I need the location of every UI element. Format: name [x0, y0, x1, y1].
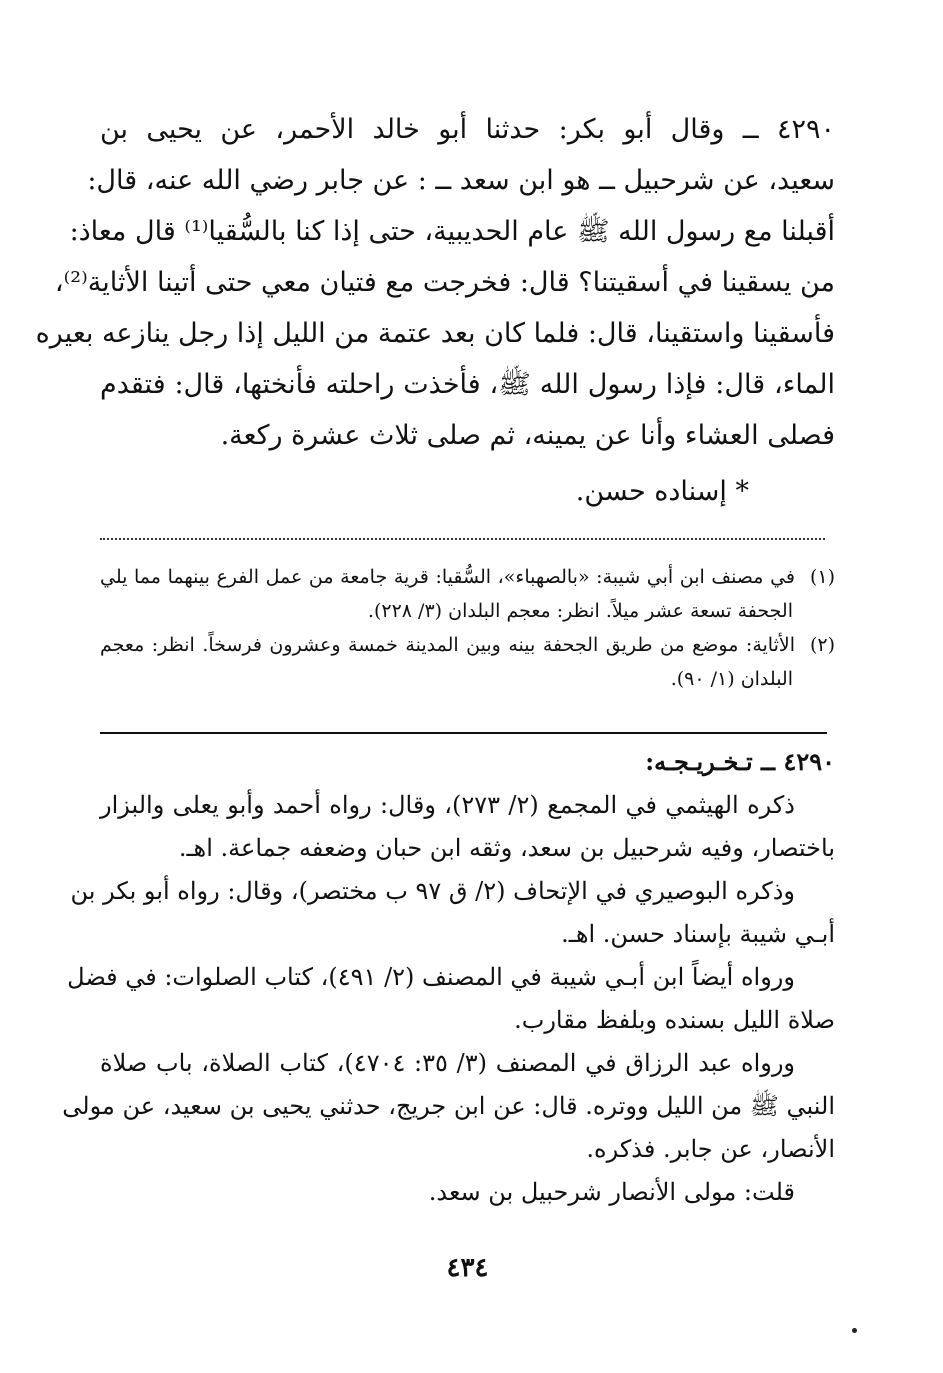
isnad-verdict: * إسناده حسن. — [575, 476, 749, 507]
takhrij-text — [62, 784, 835, 1214]
takhrij-line: باختصار، وفيه شرحبيل بن سعد، وثقه ابن حبان وضعفه جماعة. اهـ. — [178, 834, 835, 862]
hadith-line: ٤٢٩٠ ــ وقال أبو بكر: حدثنا أبو خالد الأحمر، عن يحيى بن — [100, 114, 835, 145]
takhrij-line: أبـي شيبة بإسناد حسن. اهـ. — [561, 920, 835, 948]
hadith-line: فصلى العشاء وأنا عن يمينه، ثم صلى ثلاث عشرة ركعة. — [220, 420, 835, 451]
section-divider — [100, 732, 827, 734]
footnote-line: البلدان (١/ ٩٠). — [670, 668, 793, 690]
takhrij-line: صلاة الليل بسنده وبلفظ مقارب. — [514, 1006, 835, 1034]
footnote-text: الأثاية: موضع من طريق الجحفة بينه وبين المدينة خمسة وعشرون فرسخاً. انظر: معجم — [100, 634, 795, 656]
footnote-text: في مصنف ابن أبي شيبة: «بالصهباء»، السُّقيا: قرية جامعة من عمل الفرع بينهما مما يلي — [100, 566, 795, 588]
takhrij-line: ذكره الهيثمي في المجمع (٢/ ٢٧٣)، وقال: رواه أحمد وأبو يعلى والبزار — [100, 791, 795, 819]
takhrij-line: ورواه عبد الرزاق في المصنف (٣/ ٣٥: ٤٧٠٤)، كتاب الصلاة، باب صلاة — [100, 1049, 796, 1077]
hadith-line: الماء، قال: فإذا رسول الله ﷺ، فأخذت راحلته فأنختها، قال: فتقدم — [100, 369, 835, 400]
footnote-line — [100, 560, 835, 594]
hadith-line: سعيد، عن شرحبيل ــ هو ابن سعد ــ : عن جابر رضي الله عنه، قال: — [87, 165, 835, 196]
takhrij-line: النبي ﷺ من الليل ووتره. قال: عن ابن جريج، حدثني يحيى بن سعيد، عن مولى — [62, 1092, 835, 1120]
footnote-separator — [100, 538, 825, 542]
footnote-number: (٢) — [809, 634, 835, 656]
book-page — [35, 0, 835, 1373]
hadith-line: أقبلنا مع رسول الله ﷺ عام الحديبية، حتى إذا كنا بالسُّقيا⁽¹⁾ قال معاذ: — [69, 216, 835, 247]
page-number: ٤٣٤ — [446, 1253, 489, 1283]
takhrij-line: الأنصار، عن جابر. فذكره. — [586, 1135, 835, 1163]
takhrij-line: قلت: مولى الأنصار شرحبيل بن سعد. — [428, 1178, 795, 1206]
takhrij-line: وذكره البوصيري في الإتحاف (٢/ ق ٩٧ ب مختصر)، وقال: رواه أبو بكر بن — [70, 877, 795, 905]
takhrij-line: ورواه أيضاً ابن أبـي شيبة في المصنف (٢/ ٤٩١)، كتاب الصلوات: في فضل — [67, 963, 795, 991]
hadith-line: فأسقينا واستقينا، قال: فلما كان بعد عتمة من الليل إذا رجل ينازعه بعيره — [35, 318, 835, 349]
hadith-line: من يسقينا في أسقيتنا؟ قال: فخرجت مع فتيان معي حتى أتينا الأثاية⁽²⁾، — [54, 267, 835, 298]
hadith-text — [35, 104, 835, 461]
takhrij-heading: ٤٢٩٠ ــ تـخـريـجـه: — [645, 747, 835, 776]
footnote-line: الجحفة تسعة عشر ميلاً. انظر: معجم البلدان (٣/ ٢٢٨). — [367, 600, 793, 622]
scan-speck — [852, 1328, 857, 1333]
footnote-line — [100, 628, 835, 662]
footnotes — [100, 560, 835, 696]
footnote-number: (١) — [809, 566, 835, 588]
